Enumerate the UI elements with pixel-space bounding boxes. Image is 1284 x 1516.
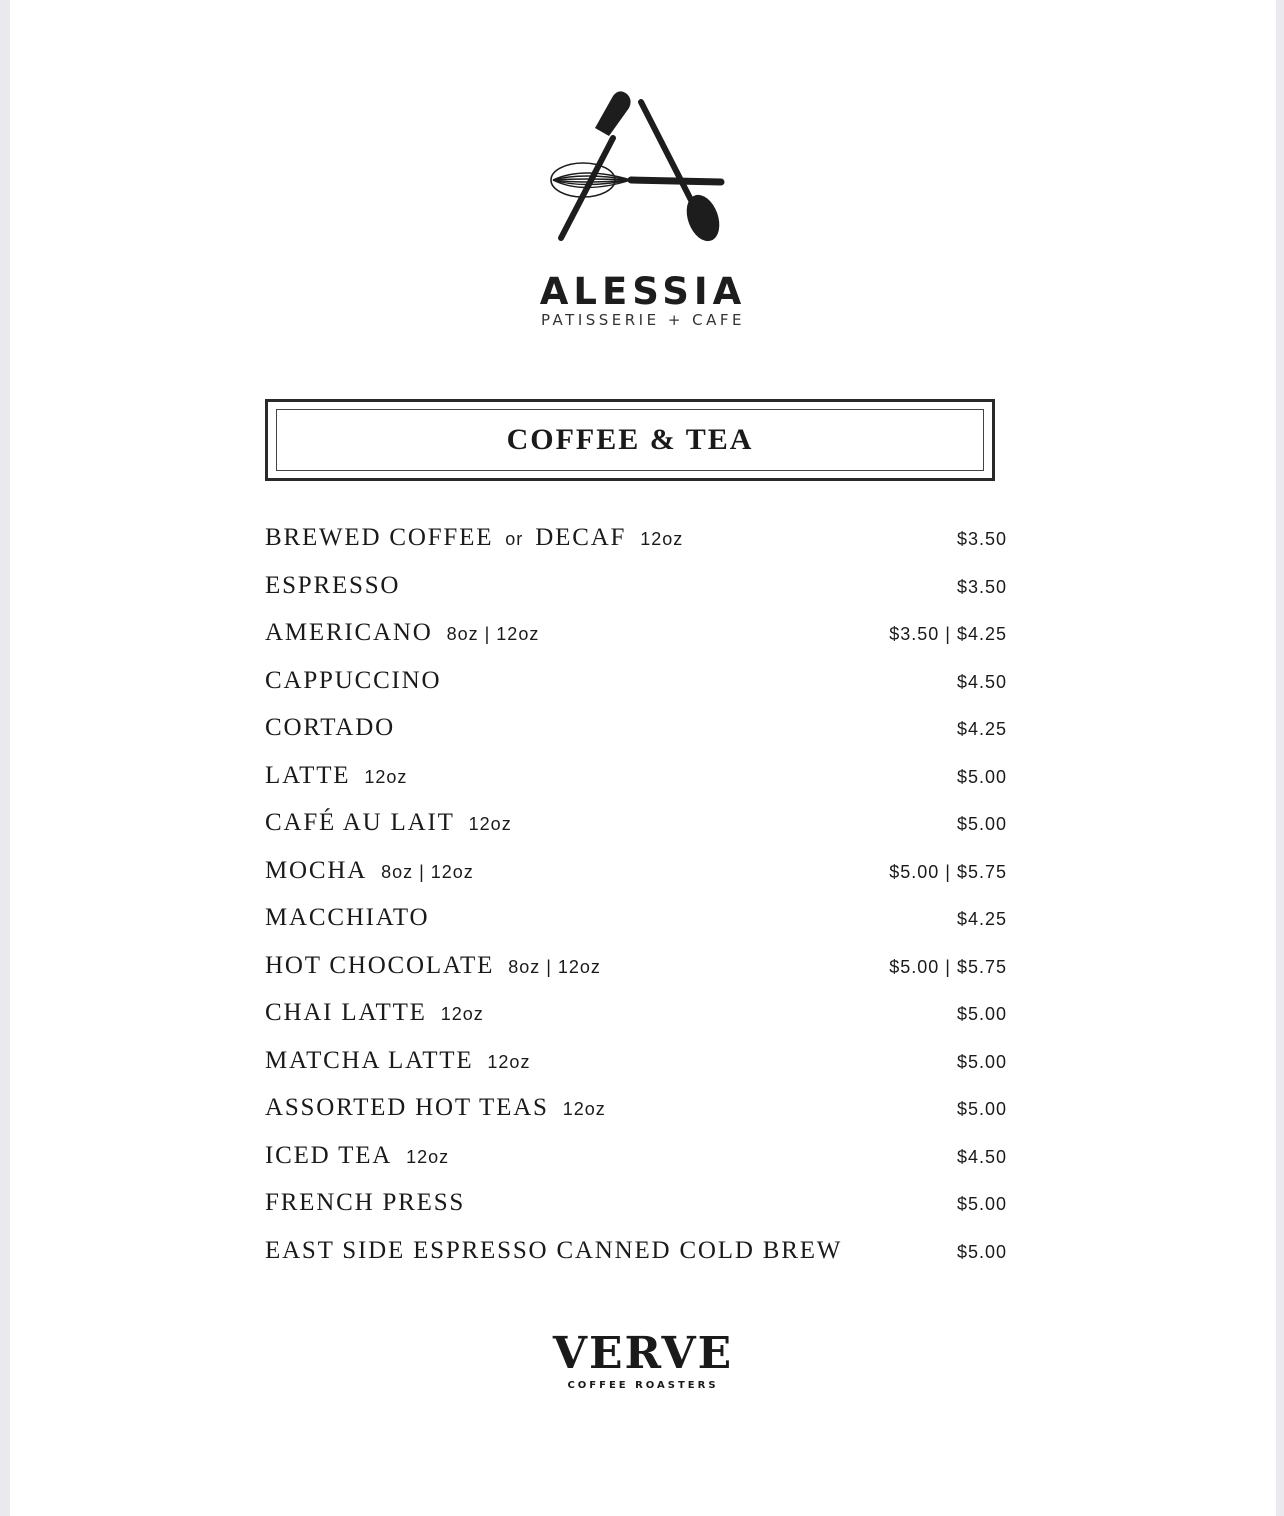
- item-size: 12oz: [640, 529, 684, 549]
- menu-item: [265, 857, 1007, 905]
- item-name: CAFÉ AU LAIT: [265, 809, 455, 836]
- roaster-name: VERVE: [552, 1328, 734, 1379]
- item-name: LATTE: [265, 761, 351, 789]
- menu-list: [265, 524, 1007, 1284]
- menu-item: [265, 524, 1007, 572]
- item-price: $5.00: [956, 814, 1007, 834]
- logo: [10, 88, 1276, 258]
- item-price: $5.00 | $5.75: [889, 861, 1007, 882]
- menu-item: [265, 809, 1007, 857]
- item-name: EAST SIDE ESPRESSO CANNED COLD BREW: [265, 1236, 843, 1264]
- menu-item: [265, 667, 1007, 715]
- item-price: $4.25: [956, 719, 1007, 739]
- item-name: AMERICANO: [265, 619, 433, 646]
- item-name: HOT CHOCOLATE: [265, 951, 495, 979]
- item-price: $4.50: [956, 671, 1007, 692]
- item-name: CAPPUCCINO: [265, 666, 442, 694]
- item-or: or: [505, 529, 524, 549]
- item-price: $5.00: [956, 1004, 1007, 1024]
- item-name: MOCHA: [265, 856, 368, 884]
- menu-item: [265, 952, 1007, 1000]
- item-name: ESPRESSO: [265, 571, 401, 599]
- section-header-box: [265, 399, 995, 481]
- item-size: 8oz | 12oz: [508, 956, 601, 977]
- item-price: $3.50 | $4.25: [889, 624, 1007, 644]
- item-name: MATCHA LATTE: [265, 1046, 474, 1074]
- menu-item: [265, 572, 1007, 620]
- menu-item: [265, 1189, 1007, 1237]
- item-name: CORTADO: [265, 714, 395, 741]
- item-price: $5.00: [956, 1241, 1007, 1262]
- menu-item: [265, 714, 1007, 762]
- item-name: FRENCH PRESS: [265, 1189, 466, 1216]
- item-size: 8oz | 12oz: [446, 624, 540, 644]
- item-name: CHAI LATTE: [265, 999, 427, 1026]
- item-price: $3.50: [956, 576, 1007, 597]
- menu-item: [265, 904, 1007, 952]
- menu-item: [265, 1237, 1007, 1285]
- item-name-alt: DECAF: [535, 524, 627, 551]
- item-price: $5.00: [956, 1194, 1007, 1214]
- item-price: $4.50: [956, 1146, 1007, 1167]
- item-price: $3.50: [956, 529, 1007, 549]
- item-name: ASSORTED HOT TEAS: [265, 1094, 549, 1121]
- item-size: 12oz: [440, 1004, 484, 1024]
- item-size: 8oz | 12oz: [381, 861, 474, 882]
- item-price: $5.00: [956, 1099, 1007, 1119]
- menu-item: [265, 619, 1007, 667]
- item-name: BREWED COFFEE: [265, 524, 494, 551]
- item-name: ICED TEA: [265, 1141, 393, 1169]
- item-size: 12oz: [487, 1051, 531, 1072]
- item-price: $5.00: [956, 1051, 1007, 1072]
- roaster-subtitle: COFFEE ROASTERS: [567, 1380, 719, 1391]
- item-size: 12oz: [562, 1099, 606, 1119]
- roaster-logo: [10, 1328, 1276, 1391]
- menu-item: [265, 1047, 1007, 1095]
- brand-name: ALESSIA: [539, 270, 747, 313]
- menu-item: [265, 1142, 1007, 1190]
- item-name: MACCHIATO: [265, 904, 430, 931]
- item-size: 12oz: [406, 1146, 450, 1167]
- brand-subtitle: PATISSERIE + CAFE: [540, 311, 746, 329]
- item-size: 12oz: [468, 814, 512, 834]
- item-price: $5.00 | $5.75: [889, 956, 1007, 977]
- alessia-utensils-logo-icon: [543, 88, 743, 258]
- menu-item: [265, 1094, 1007, 1142]
- item-price: $4.25: [956, 909, 1007, 929]
- menu-item: [265, 762, 1007, 810]
- menu-page: [10, 0, 1276, 1516]
- menu-item: [265, 999, 1007, 1047]
- item-size: 12oz: [364, 766, 408, 787]
- section-title: COFFEE & TEA: [506, 423, 754, 456]
- item-price: $5.00: [956, 766, 1007, 787]
